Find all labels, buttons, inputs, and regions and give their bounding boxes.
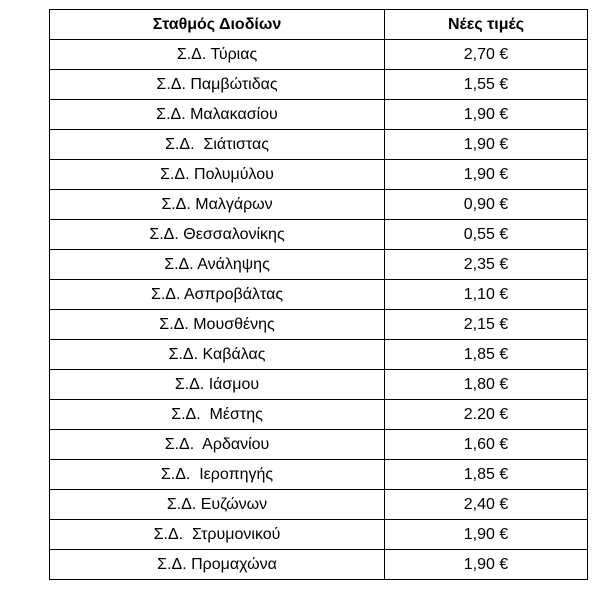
station-cell: Σ.Δ. Θεσσαλονίκης (50, 220, 385, 250)
table-header-row (50, 10, 588, 40)
price-cell: 1,80 € (385, 370, 588, 400)
price-cell: 2,35 € (385, 250, 588, 280)
price-cell: 0,90 € (385, 190, 588, 220)
table-row (50, 370, 588, 400)
station-cell: Σ.Δ. Ιεροπηγής (50, 460, 385, 490)
station-cell: Σ.Δ. Καβάλας (50, 340, 385, 370)
station-cell: Σ.Δ. Μουσθένης (50, 310, 385, 340)
table-row (50, 190, 588, 220)
price-cell: 1,55 € (385, 70, 588, 100)
table-row (50, 520, 588, 550)
price-cell: 1,85 € (385, 460, 588, 490)
price-cell: 1,60 € (385, 430, 588, 460)
price-cell: 1,85 € (385, 340, 588, 370)
station-cell: Σ.Δ. Στρυμονικού (50, 520, 385, 550)
table-row (50, 460, 588, 490)
station-cell: Σ.Δ. Μαλακασίου (50, 100, 385, 130)
station-cell: Σ.Δ. Ανάληψης (50, 250, 385, 280)
price-cell: 1,10 € (385, 280, 588, 310)
station-cell: Σ.Δ. Αρδανίου (50, 430, 385, 460)
price-cell: 1,90 € (385, 100, 588, 130)
station-cell: Σ.Δ. Ιάσμου (50, 370, 385, 400)
price-cell: 1,90 € (385, 160, 588, 190)
station-cell: Σ.Δ. Παμβώτιδας (50, 70, 385, 100)
price-cell: 0,55 € (385, 220, 588, 250)
table-row (50, 130, 588, 160)
price-cell: 2.20 € (385, 400, 588, 430)
toll-prices-table (49, 9, 588, 580)
table-row (50, 280, 588, 310)
station-cell: Σ.Δ. Ευζώνων (50, 490, 385, 520)
price-cell: 1,90 € (385, 130, 588, 160)
table-row (50, 310, 588, 340)
table-row (50, 490, 588, 520)
price-cell: 1,90 € (385, 520, 588, 550)
table-row (50, 100, 588, 130)
table-row (50, 40, 588, 70)
table-row (50, 550, 588, 580)
price-cell: 2,15 € (385, 310, 588, 340)
price-cell: 1,90 € (385, 550, 588, 580)
station-cell: Σ.Δ. Σιάτιστας (50, 130, 385, 160)
table-row (50, 160, 588, 190)
station-cell: Σ.Δ. Τύριας (50, 40, 385, 70)
table-row (50, 430, 588, 460)
table-row (50, 70, 588, 100)
price-cell: 2,40 € (385, 490, 588, 520)
header-new-prices: Νέες τιμές (385, 10, 588, 40)
station-cell: Σ.Δ. Μέστης (50, 400, 385, 430)
table-row (50, 250, 588, 280)
station-cell: Σ.Δ. Πολυμύλου (50, 160, 385, 190)
table-row (50, 220, 588, 250)
station-cell: Σ.Δ. Μαλγάρων (50, 190, 385, 220)
price-cell: 2,70 € (385, 40, 588, 70)
table-row (50, 400, 588, 430)
station-cell: Σ.Δ. Προμαχώνα (50, 550, 385, 580)
table-row (50, 340, 588, 370)
station-cell: Σ.Δ. Ασπροβάλτας (50, 280, 385, 310)
header-station: Σταθμός Διοδίων (50, 10, 385, 40)
